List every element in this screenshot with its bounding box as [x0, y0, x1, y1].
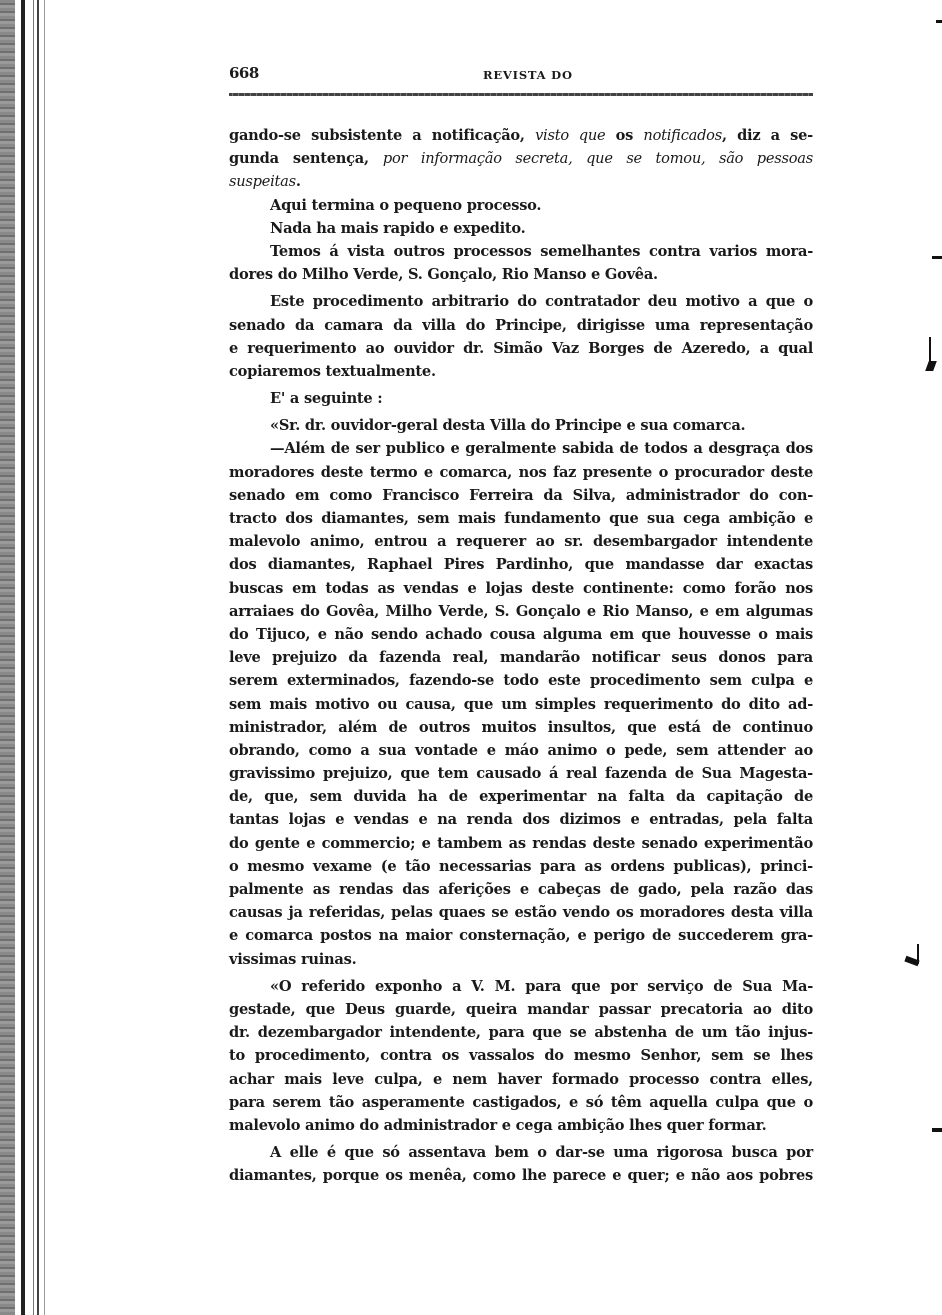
- text-segment: o mesmo vexame (e tão necessarias para as ordens publicas), princi-: [229, 857, 813, 875]
- text-segment: do gente e commercio; e tambem as rendas deste senado experimentão: [229, 834, 813, 852]
- text-line: [229, 360, 813, 383]
- page-number: 668: [229, 64, 259, 82]
- text-segment: to procedimento, contra os vassalos do mesmo Senhor, sem se lhes: [229, 1047, 813, 1065]
- text-line: [229, 124, 813, 147]
- text-line: [229, 948, 813, 971]
- text-segment: malevolo animo, entrou a requerer ao sr. desembargador intendente: [229, 533, 813, 551]
- text-segment: Aqui termina o pequeno processo.: [270, 196, 542, 214]
- text-line: [229, 669, 813, 692]
- text-line: [229, 1141, 813, 1164]
- text-line: [229, 901, 813, 924]
- text-segment: —Além de ser publico e geralmente sabida de todos a desgraça dos: [270, 440, 813, 458]
- text-line: [229, 530, 813, 553]
- page-header: [229, 60, 813, 84]
- text-segment: moradores deste termo e comarca, nos faz presente o procurador deste: [229, 463, 813, 481]
- text-line: [229, 147, 813, 170]
- header-rule: [229, 93, 813, 96]
- text-segment: gando-se subsistente a notificação,: [229, 127, 536, 144]
- text-segment: Temos á vista outros processos semelhantes contra varios mora-: [270, 242, 813, 260]
- text-line: [229, 553, 813, 576]
- text-segment: dr. dezembargador intendente, para que se abstenha de um tão injus-: [229, 1024, 813, 1042]
- text-segment: os: [605, 127, 644, 144]
- text-line: [229, 484, 813, 507]
- text-segment: leve prejuizo da fazenda real, mandarão notificar seus donos para: [229, 649, 813, 667]
- text-segment: Este procedimento arbitrario do contratador deu motivo a que o: [270, 293, 813, 311]
- text-segment: .: [295, 173, 301, 191]
- paragraph: [229, 975, 813, 1137]
- binding-line: [44, 0, 45, 1315]
- text-line: [229, 387, 813, 410]
- book-binding-edge: [0, 0, 15, 1315]
- text-line: [229, 437, 813, 460]
- text-line: [229, 808, 813, 831]
- italic-text: visto que: [535, 127, 606, 144]
- text-segment: obrando, como a sua vontade e máo animo o pede, sem attender ao: [229, 741, 813, 759]
- text-line: [229, 924, 813, 947]
- text-line: [229, 1068, 813, 1091]
- text-line: [229, 762, 813, 785]
- margin-mark: [936, 20, 942, 23]
- text-line: [229, 1091, 813, 1114]
- text-segment: E' a seguinte :: [270, 390, 383, 408]
- paragraph: [229, 240, 813, 286]
- text-segment: gravissimo prejuizo, que tem causado á real fazenda de Sua Magesta-: [229, 765, 813, 783]
- text-segment: copiaremos textualmente.: [229, 362, 436, 380]
- text-segment: arraiaes do Govêa, Milho Verde, S. Gonçalo e Rio Manso, e em algumas: [229, 602, 813, 620]
- text-segment: diamantes, porque os menêa, como lhe parece e quer; e não aos pobres: [229, 1167, 813, 1185]
- text-line: [229, 263, 813, 286]
- text-segment: «Sr. dr. ouvidor-geral desta Villa do Principe e sua comarca.: [270, 417, 746, 435]
- text-line: [229, 217, 813, 240]
- text-line: [229, 1021, 813, 1044]
- text-segment: senado em como Francisco Ferreira da Silva, administrador do con-: [229, 486, 813, 504]
- text-segment: buscas em todas as vendas e lojas deste continente: como forão nos: [229, 579, 813, 597]
- text-line: [229, 577, 813, 600]
- margin-mark: [925, 361, 937, 371]
- binding-line: [37, 0, 39, 1315]
- italic-text: por informação secreta, que se tomou, são pessoas: [382, 150, 813, 168]
- text-line: [229, 461, 813, 484]
- paragraph: [229, 387, 813, 410]
- binding-line: [21, 0, 25, 1315]
- text-line: [229, 170, 813, 193]
- paragraph: [229, 437, 813, 970]
- text-line: [229, 739, 813, 762]
- text-segment: ministrador, além de outros muitos insultos, que está de continuo: [229, 718, 813, 736]
- text-segment: serem exterminados, fazendo-se todo este procedimento sem culpa e: [229, 672, 813, 690]
- text-line: [229, 785, 813, 808]
- text-segment: gestade, que Deus guarde, queira mandar passar precatoria ao dito: [229, 1000, 813, 1018]
- text-segment: sem mais motivo ou causa, que um simples requerimento do dito ad-: [229, 695, 813, 713]
- text-line: [229, 600, 813, 623]
- text-segment: senado da camara da villa do Principe, dirigisse uma representação: [229, 316, 813, 334]
- text-segment: causas ja referidas, pelas quaes se estão vendo os moradores desta villa: [229, 904, 813, 922]
- text-line: [229, 1044, 813, 1067]
- text-line: [229, 855, 813, 878]
- italic-text: suspeitas: [229, 173, 296, 191]
- text-line: [229, 832, 813, 855]
- text-line: [229, 314, 813, 337]
- text-segment: e comarca postos na maior consternação, e perigo de succederem gra-: [229, 927, 813, 945]
- text-segment: tracto dos diamantes, sem mais fundamento que sua cega ambição e: [229, 510, 813, 527]
- page-body: [229, 124, 813, 1187]
- text-line: [229, 998, 813, 1021]
- paragraph: [229, 194, 813, 217]
- text-line: [229, 716, 813, 739]
- text-segment: A elle é que só assentava bem o dar-se uma rigorosa busca por: [270, 1144, 813, 1162]
- text-line: [229, 240, 813, 263]
- binding-line: [33, 0, 34, 1315]
- paragraph: [229, 290, 813, 383]
- text-line: [229, 623, 813, 646]
- running-title: REVISTA DO: [483, 68, 573, 82]
- text-line: [229, 1114, 813, 1137]
- text-segment: tantas lojas e vendas e na renda dos dizimos e entradas, pela falta: [229, 811, 813, 829]
- book-page: [229, 60, 813, 1187]
- paragraph: [229, 124, 813, 194]
- text-line: [229, 194, 813, 217]
- text-segment: Nada ha mais rapido e expedito.: [270, 219, 526, 237]
- text-segment: palmente as rendas das aferições e cabeças de gado, pela razão das: [229, 881, 813, 898]
- text-segment: dores do Milho Verde, S. Gonçalo, Rio Manso e Govêa.: [229, 266, 658, 284]
- text-line: [229, 646, 813, 669]
- text-line: [229, 507, 813, 530]
- text-segment: do Tijuco, e não sendo achado cousa alguma em que houvesse o mais: [229, 625, 813, 643]
- text-segment: , diz a se-: [721, 127, 813, 144]
- text-segment: vissimas ruinas.: [229, 950, 357, 968]
- text-segment: e requerimento ao ouvidor dr. Simão Vaz Borges de Azeredo, a qual: [229, 339, 813, 357]
- italic-text: notificados: [643, 127, 722, 144]
- paragraph: [229, 217, 813, 240]
- text-line: [229, 975, 813, 998]
- text-segment: achar mais leve culpa, e nem haver formado processo contra elles,: [229, 1070, 813, 1088]
- text-segment: para serem tão asperamente castigados, e só têm aquella culpa que o: [229, 1093, 813, 1111]
- text-line: [229, 414, 813, 437]
- text-segment: gunda sentença,: [229, 150, 383, 168]
- margin-mark: [932, 1128, 942, 1132]
- text-segment: malevolo animo do administrador e cega ambição lhes quer formar.: [229, 1116, 767, 1134]
- text-line: [229, 878, 813, 901]
- text-segment: «O referido exponho a V. M. para que por serviço de Sua Ma-: [270, 977, 813, 995]
- text-line: [229, 290, 813, 313]
- text-line: [229, 337, 813, 360]
- margin-mark: [932, 256, 942, 259]
- text-segment: de, que, sem duvida ha de experimentar na falta da capitação de: [229, 788, 813, 806]
- paragraph: [229, 1141, 813, 1187]
- text-line: [229, 693, 813, 716]
- paragraph: [229, 414, 813, 437]
- text-segment: dos diamantes, Raphael Pires Pardinho, que mandasse dar exactas: [229, 556, 813, 574]
- text-line: [229, 1164, 813, 1187]
